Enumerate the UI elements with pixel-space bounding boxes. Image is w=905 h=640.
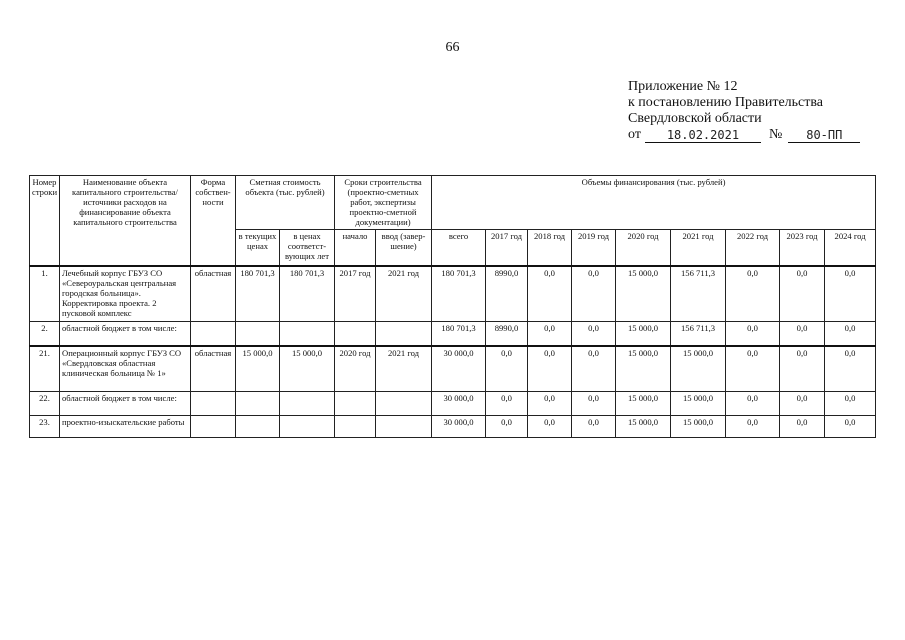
appendix-decree: к постановлению Правительства (628, 95, 824, 110)
row-2024: 0,0 (825, 392, 876, 416)
row-number: 1. (30, 266, 60, 322)
header-2023: 2023 год (780, 230, 825, 266)
row-2020: 15 000,0 (616, 346, 671, 392)
row-2018: 0,0 (528, 322, 572, 346)
row-2022: 0,0 (726, 266, 780, 322)
row-2021: 156 711,3 (671, 266, 726, 322)
row-cost-relevant (280, 416, 335, 438)
row-2019: 0,0 (572, 416, 616, 438)
number-prefix: № (768, 127, 783, 142)
header-2024: 2024 год (825, 230, 876, 266)
row-cost-current (236, 322, 280, 346)
decree-number: 80-ПП (788, 128, 860, 143)
row-total: 30 000,0 (432, 416, 486, 438)
row-cost-current (236, 416, 280, 438)
appendix-title: Приложение № 12 (628, 79, 738, 94)
row-2020: 15 000,0 (616, 266, 671, 322)
header-cost-current: в текущих ценах (236, 230, 280, 266)
row-2022: 0,0 (726, 322, 780, 346)
header-2017: 2017 год (486, 230, 528, 266)
row-end: 2021 год (376, 266, 432, 322)
header-2018: 2018 год (528, 230, 572, 266)
row-2017: 0,0 (486, 346, 528, 392)
row-2017: 0,0 (486, 392, 528, 416)
row-ownership (191, 392, 236, 416)
funding-table (29, 175, 876, 438)
row-ownership (191, 416, 236, 438)
row-2018: 0,0 (528, 416, 572, 438)
header-total: всего (432, 230, 486, 266)
table-row (30, 266, 876, 322)
row-total: 30 000,0 (432, 346, 486, 392)
row-total: 180 701,3 (432, 322, 486, 346)
row-2023: 0,0 (780, 392, 825, 416)
header-2021: 2021 год (671, 230, 726, 266)
table-row (30, 346, 876, 392)
row-ownership: областная (191, 346, 236, 392)
appendix-region: Свердловской области (628, 111, 762, 126)
row-2023: 0,0 (780, 322, 825, 346)
row-object-name: областной бюджет в том числе: (60, 322, 191, 346)
header-ownership: Форма собствен-ности (191, 176, 236, 266)
row-object-name: областной бюджет в том числе: (60, 392, 191, 416)
row-ownership (191, 322, 236, 346)
row-2024: 0,0 (825, 322, 876, 346)
row-end (376, 322, 432, 346)
row-total: 180 701,3 (432, 266, 486, 322)
header-row-number: Номер строки (30, 176, 60, 266)
row-number: 2. (30, 322, 60, 346)
row-start (335, 416, 376, 438)
decree-date-number (628, 127, 888, 143)
row-object-name: Лечебный корпус ГБУЗ СО «Североуральская центральная городская больница». Корректировка проекта. 2 пусковой комплекс (60, 266, 191, 322)
row-2022: 0,0 (726, 392, 780, 416)
row-2018: 0,0 (528, 346, 572, 392)
header-2022: 2022 год (726, 230, 780, 266)
row-cost-relevant (280, 392, 335, 416)
table-row (30, 322, 876, 346)
table-row (30, 392, 876, 416)
row-2017: 8990,0 (486, 266, 528, 322)
row-2024: 0,0 (825, 416, 876, 438)
header-object-name: Наименование объекта капитального строительства/ источники расходов на финансирование объекта капитального строительства (60, 176, 191, 266)
row-cost-current (236, 392, 280, 416)
row-2018: 0,0 (528, 266, 572, 322)
row-total: 30 000,0 (432, 392, 486, 416)
row-2019: 0,0 (572, 346, 616, 392)
row-2020: 15 000,0 (616, 322, 671, 346)
row-2021: 156 711,3 (671, 322, 726, 346)
row-2019: 0,0 (572, 392, 616, 416)
row-2022: 0,0 (726, 346, 780, 392)
header-terms: Сроки строительства (проектно-сметных работ, экспертизы проектно-сметной документации) (335, 176, 432, 230)
row-number: 23. (30, 416, 60, 438)
row-2023: 0,0 (780, 346, 825, 392)
row-2019: 0,0 (572, 322, 616, 346)
header-2020: 2020 год (616, 230, 671, 266)
date-prefix: от (628, 127, 641, 142)
row-2020: 15 000,0 (616, 392, 671, 416)
row-start: 2017 год (335, 266, 376, 322)
row-2021: 15 000,0 (671, 416, 726, 438)
row-end (376, 392, 432, 416)
table-header-row (30, 176, 876, 230)
appendix-header (628, 79, 888, 143)
page-number: 66 (445, 40, 460, 55)
row-2024: 0,0 (825, 346, 876, 392)
row-number: 22. (30, 392, 60, 416)
row-end: 2021 год (376, 346, 432, 392)
row-start (335, 392, 376, 416)
row-2017: 0,0 (486, 416, 528, 438)
row-cost-relevant (280, 322, 335, 346)
row-2017: 8990,0 (486, 322, 528, 346)
row-ownership: областная (191, 266, 236, 322)
table-row (30, 416, 876, 438)
row-2019: 0,0 (572, 266, 616, 322)
row-start (335, 322, 376, 346)
row-start: 2020 год (335, 346, 376, 392)
row-number: 21. (30, 346, 60, 392)
row-cost-current: 15 000,0 (236, 346, 280, 392)
row-2020: 15 000,0 (616, 416, 671, 438)
header-commissioning: ввод (завер-шение) (376, 230, 432, 266)
header-funding: Объемы финансирования (тыс. рублей) (432, 176, 876, 230)
row-2023: 0,0 (780, 266, 825, 322)
row-2021: 15 000,0 (671, 392, 726, 416)
row-object-name: проектно-изыскательские работы (60, 416, 191, 438)
row-2022: 0,0 (726, 416, 780, 438)
row-2023: 0,0 (780, 416, 825, 438)
header-2019: 2019 год (572, 230, 616, 266)
row-2021: 15 000,0 (671, 346, 726, 392)
decree-date: 18.02.2021 (645, 128, 761, 143)
row-cost-current: 180 701,3 (236, 266, 280, 322)
row-2018: 0,0 (528, 392, 572, 416)
header-cost-relevant: в ценах соответст-вующих лет (280, 230, 335, 266)
header-start: начало (335, 230, 376, 266)
row-cost-relevant: 180 701,3 (280, 266, 335, 322)
row-cost-relevant: 15 000,0 (280, 346, 335, 392)
header-cost: Сметная стоимость объекта (тыс. рублей) (236, 176, 335, 230)
row-2024: 0,0 (825, 266, 876, 322)
row-end (376, 416, 432, 438)
row-object-name: Операционный корпус ГБУЗ СО «Свердловская областная клиническая больница № 1» (60, 346, 191, 392)
